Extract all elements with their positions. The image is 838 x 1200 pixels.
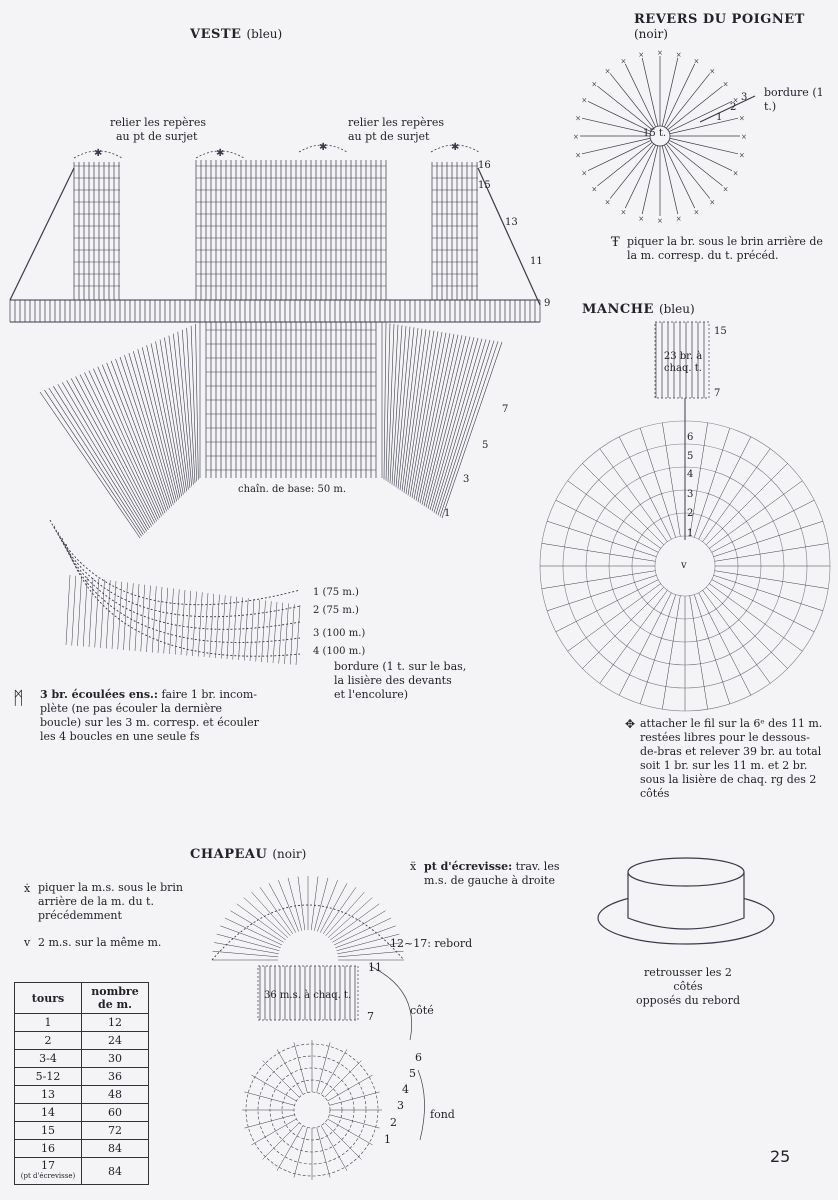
manche-note: attacher le fil sur la 6ᵉ des 11 m. restées libres pour le dessous- de-bras et relever 39 br. au total soit 1 br. sur les 11 m. et 2 br. sous la lisière de chaq. rg des 2 côtés [640,717,823,800]
revers-title: REVERS DU POIGNET (noir) [634,12,805,41]
revers-center-label: 15 t. [643,128,667,139]
hat-note: retrousser les 2 côtés opposés du rebord [636,966,740,1007]
right-fan-stitch [384,323,386,480]
manche-box-label: 23 br. à chaq. t. [663,351,703,374]
manche-spoke [715,571,829,589]
row-7: 7 [502,404,509,415]
manche-spoke [715,543,829,561]
right-fan-stitch [432,339,482,512]
manche-spoke [640,428,676,537]
revers-x-mark: × [638,51,645,60]
chapeau-fond-spoke [294,1042,307,1092]
v-symbol-icon: v [24,936,31,949]
revers-x-mark: × [657,217,663,225]
manche-row-1: 1 [687,528,694,539]
border-stitch [296,605,300,665]
manche-n7: 7 [714,388,721,399]
manche-spoke [547,575,656,611]
chapeau-fond-ring [294,1092,330,1128]
revers-x-mark: × [732,169,739,178]
table-row [15,1086,149,1104]
chapeau-n6: 6 [415,1051,422,1064]
revers-x-mark: × [581,169,588,178]
manche-spoke [547,521,656,557]
manche-spoke [714,575,823,611]
bordure-label: bordure (1 t. sur le bas, la lisière des devants et l'encolure) [334,660,467,701]
left-fan-stitch [173,334,190,488]
left-fan-stitch [147,345,180,498]
revers-x-mark: × [591,80,598,89]
revers-x-mark: × [709,198,716,207]
table-cell-tours: 5-12 [15,1068,82,1086]
border-stitch [262,601,266,663]
revers-spoke [666,144,710,199]
border-stitch [279,603,283,664]
revers-spoke [582,118,650,134]
revers-x-mark: × [693,208,700,217]
revers-spoke [610,144,654,199]
revers-x-mark: × [573,133,579,141]
border-stitch [175,589,179,654]
revers-n1: 1 [716,112,723,123]
revers-x-mark: × [575,151,581,160]
revers-x-mark: × [722,185,729,194]
right-fan-stitch [434,339,489,512]
manche-spoke [640,595,676,704]
chapeau-brim-stitch [311,876,318,930]
table-row [15,1104,149,1122]
right-fan-stitch [402,329,422,492]
border-stitch [129,583,133,650]
revers-x-mark: × [604,198,611,207]
br-back-loop-icon: Ŧ [611,235,620,250]
table-cell-nombre: 36 [82,1068,149,1086]
border-stitch [72,576,76,646]
left-fan-stitch [129,353,173,505]
chapeau-fond-spoke [244,1092,294,1105]
left-fan-stitch [40,392,140,538]
border-row-1: 1 (75 m.) [313,587,359,598]
fond-brace [418,1070,425,1140]
reperes-left-label: relier les repères au pt de surjet [110,116,206,143]
chapeau-fond-spoke [244,1115,294,1128]
left-fan-stitch [107,363,165,513]
border-stitch [147,586,151,653]
right-fan-stitch [386,323,390,480]
revers-n2: 2 [730,102,737,113]
manche-spoke [582,463,663,544]
revers-x-mark: × [722,80,729,89]
x-legend: piquer la m.s. sous le brin arrière de la m. du t. précédemment [38,881,184,922]
border-stitch [78,577,82,647]
chapeau-n7: 7 [367,1010,374,1023]
border-stitch [164,588,168,654]
revers-spoke [668,86,723,130]
chain-label: chaîn. de base: 50 m. [238,484,347,495]
chapeau-brim-stitch [298,876,305,930]
border-stitch [290,604,294,664]
table-header-nombre: nombre de m. [82,983,149,1014]
table-cell-tours: 13 [15,1086,82,1104]
revers-spoke [669,140,732,170]
row-13: 13 [505,217,518,228]
chapeau-brim-stitch [288,878,302,931]
chapeau-n2: 2 [390,1116,397,1129]
border-stitch [193,592,197,657]
table-row [15,1158,149,1185]
table-row [15,1014,149,1032]
table-cell-tours: 3-4 [15,1050,82,1068]
right-fan-stitch [440,341,498,516]
manche-spoke [706,587,787,668]
chapeau-brim-stitch [335,926,395,948]
ecrevisse-legend: pt d'écrevisse: trav. les m.s. de gauche à droite [424,860,560,887]
border-stitch [101,580,105,649]
border-stitch [256,600,260,662]
reperes-right-label: relier les repères au pt de surjet [348,116,444,143]
chapeau-fond-spoke [317,1042,330,1092]
right-fan-stitch [406,330,430,494]
three-br-symbol-icon: ᛗ [13,688,24,709]
border-row-arc [50,520,300,605]
revers-x-mark: × [581,96,588,105]
border-stitch [135,584,139,651]
border-stitch [66,575,70,645]
stitch-count-table [14,982,149,1185]
border-row-2: 2 (75 m.) [313,605,359,616]
manche-spoke [694,595,730,704]
table-cell-nombre: 12 [82,1014,149,1032]
revers-x-mark: × [604,67,611,76]
left-fan-stitch [89,371,158,520]
manche-row-3: 3 [687,489,694,500]
border-stitch [250,599,254,661]
border-stitch [158,587,162,653]
revers-spoke [669,101,732,131]
table-cell-tours: 17 (pt d'écrevisse) [15,1158,82,1185]
revers-spoke [668,142,723,186]
veste-title: VESTE (bleu) [190,27,283,42]
border-stitch [95,579,99,648]
revers-x-mark: × [575,114,581,123]
revers-x-mark: × [675,214,682,223]
row-15: 15 [478,180,491,191]
border-stitch [141,585,145,652]
table-cell-tours: 2 [15,1032,82,1050]
row-1: 1 [444,508,451,519]
manche-spoke [662,423,680,537]
attach-symbol-icon: ✥ [625,717,636,731]
revers-x-mark: × [738,151,745,160]
manche-spoke [690,596,708,710]
marker-star: ✱ [451,142,460,153]
table-cell-tours: 15 [15,1122,82,1140]
revers-spoke [664,145,694,208]
chapeau-n11: 11 [368,961,382,974]
border-stitch [221,595,225,658]
chapeau-title: CHAPEAU (noir) [190,847,307,862]
revers-x-mark: × [675,51,682,60]
table-cell-nombre: 72 [82,1122,149,1140]
revers-spoke [597,142,652,186]
border-stitch [198,592,202,656]
table-cell-nombre: 24 [82,1032,149,1050]
table-row [15,1140,149,1158]
row-11: 11 [530,256,543,267]
table-cell-nombre: 30 [82,1050,149,1068]
left-fan-stitch [76,376,154,524]
border-stitch [118,582,122,650]
page-number: 25 [770,1147,791,1166]
table-row [15,1122,149,1140]
right-fan-stitch [394,326,406,486]
row-16: 16 [478,160,491,171]
v-legend: 2 m.s. sur la même m. [38,936,162,949]
table-row [15,1068,149,1086]
chapeau-fond-spoke [329,1092,379,1105]
manche-row-5: 5 [687,451,694,462]
hat-top [628,858,744,886]
border-stitch [233,597,237,660]
revers-x-mark: × [657,49,663,57]
revers-bordure-label: bordure (1 t.) [764,86,824,113]
revers-spoke [662,146,678,214]
row-9: 9 [544,298,551,309]
border-stitch [210,594,214,658]
marker-star: ✱ [319,142,328,153]
left-fan-stitch [164,338,186,492]
revers-spoke [670,138,738,154]
manche-spoke [714,521,823,557]
revers-x-mark: × [591,185,598,194]
revers-spoke [664,64,694,127]
right-fan-stitch [424,336,466,506]
row-3: 3 [463,474,470,485]
revers-spoke [610,73,654,128]
x-symbol-icon: ẋ [24,882,31,895]
chapeau-brim-stitch [334,918,391,945]
chapeau-brim-stitch [225,918,282,945]
revers-x-mark: × [738,114,745,123]
manche-spoke [706,463,787,544]
right-fan-stitch [422,335,462,504]
fond-label: fond [430,1108,455,1121]
left-fan-stitch [44,390,141,536]
border-row-arc [62,538,300,642]
border-stitch [244,598,248,660]
manche-row-4: 4 [687,469,694,480]
manche-row-6: 6 [687,432,694,443]
row-5: 5 [482,440,489,451]
manche-spoke [542,543,656,561]
manche-n15: 15 [714,326,727,337]
table-cell-nombre: 48 [82,1086,149,1104]
revers-spoke [588,140,651,170]
revers-x-mark: × [741,133,747,141]
rebord-label: 12~17: rebord [390,937,473,950]
border-stitch [124,583,128,651]
border-stitch [227,596,231,659]
marker-star: ✱ [216,148,225,159]
chapeau-n5: 5 [409,1067,416,1080]
table-last-note: (pt d'écrevisse) [20,1172,76,1180]
revers-spoke [642,146,658,214]
table-row [15,1050,149,1068]
manche-spoke [582,587,663,668]
chapeau-brim-stitch [314,878,328,931]
revers-spoke [642,58,658,126]
revers-spoke [662,58,678,126]
table-cell-tours: 16 [15,1140,82,1158]
border-stitch [187,591,191,656]
border-row-4: 4 (100 m.) [313,646,366,657]
chapeau-n1: 1 [384,1133,391,1146]
cote-brace [370,966,412,1040]
chapeau-fond-spoke [294,1127,307,1177]
border-stitch [112,581,116,649]
chapeau-brim-stitch [220,926,280,948]
left-fan-stitch [71,378,152,526]
cote-label: côté [410,1004,434,1017]
revers-note: piquer la br. sous le brin arrière de la m. corresp. du t. précéd. [627,235,823,262]
border-stitch [267,601,271,662]
manche-title: MANCHE (bleu) [582,302,695,317]
manche-spoke [542,571,656,589]
chapeau-n3: 3 [397,1099,404,1112]
right-fan-stitch [442,342,502,518]
border-row-3: 3 (100 m.) [313,628,366,639]
table-row [15,1032,149,1050]
ecrevisse-symbol-icon: ẍ [410,860,417,873]
revers-spoke [625,145,655,208]
revers-x-mark: × [638,214,645,223]
table-cell-nombre: 60 [82,1104,149,1122]
revers-x-mark: × [732,96,739,105]
manche-center: v [681,560,687,571]
revers-n3: 3 [741,92,748,103]
table-cell-tours: 14 [15,1104,82,1122]
chapeau-n4: 4 [402,1083,409,1096]
revers-x-mark: × [709,67,716,76]
revers-spoke [625,64,655,127]
left-slope-edge [10,168,74,300]
marker-star: ✱ [94,148,103,159]
table-cell-tours: 1 [15,1014,82,1032]
border-stitch [89,578,93,647]
border-stitch [181,590,185,655]
revers-spoke [597,86,652,130]
left-fan-stitch [53,386,145,533]
table-header-tours: tours [15,983,82,1014]
border-stitch [204,593,208,657]
border-stitch [170,589,174,655]
chapeau-fond-spoke [317,1127,330,1177]
revers-x-mark: × [620,208,627,217]
revers-spoke [588,101,651,131]
legend-3br: 3 br. écoulées ens.: faire 1 br. incom- plète (ne pas écouler la dernière boucle) sur les 3 m. corresp. et écouler les 4 boucles en une seule fs [40,688,259,743]
table-cell-nombre: 84 [82,1140,149,1158]
manche-spoke [694,428,730,537]
border-stitch [83,577,87,646]
chapeau-box-label: 36 m.s. à chaq. t. [264,990,352,1001]
manche-spoke [662,596,680,710]
table-cell-nombre: 84 [82,1158,149,1185]
revers-x-mark: × [693,57,700,66]
revers-spoke [582,138,650,154]
chapeau-fond-spoke [329,1115,379,1128]
right-fan-stitch [436,340,490,514]
revers-x-mark: × [620,57,627,66]
manche-row-2: 2 [687,508,694,519]
border-row-arc [54,526,300,617]
